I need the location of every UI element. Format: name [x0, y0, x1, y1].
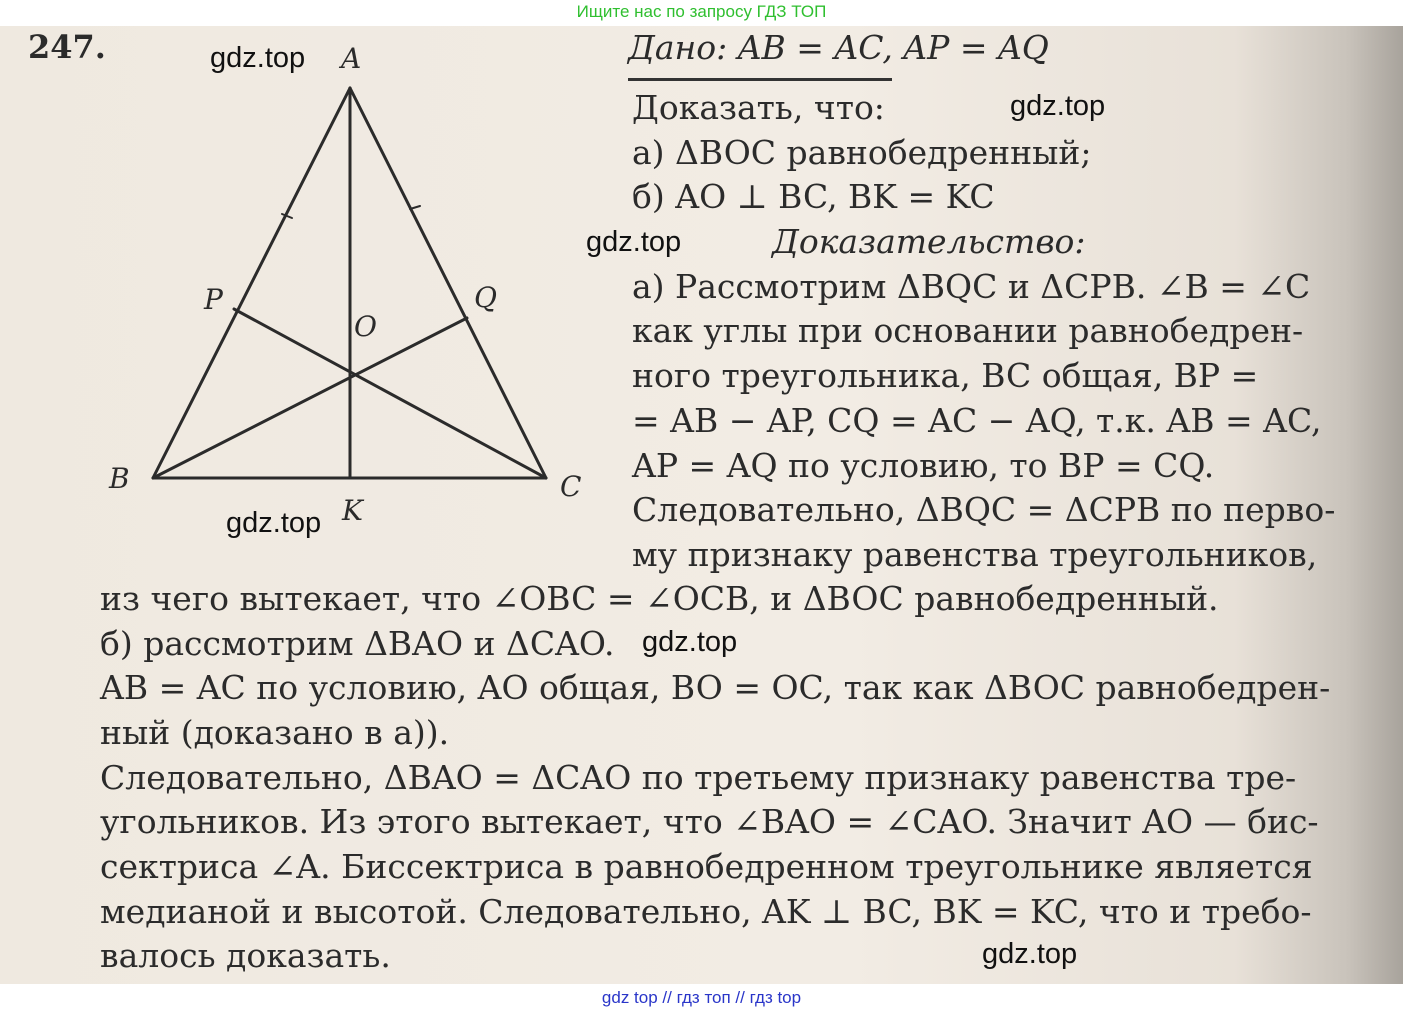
problem-number: 247.: [28, 28, 106, 66]
prove-item-a: а) ΔBOC равнобедренный;: [632, 133, 1092, 172]
given-text: Дано: AB = AC, AP = AQ: [628, 28, 1049, 67]
proof-line: из чего вытекает, что ∠OBC = ∠OCB, и ΔBOC равнобедренный.: [100, 579, 1219, 618]
label-a: A: [341, 42, 362, 75]
proof-line: му признаку равенства треугольников,: [632, 535, 1318, 574]
proof-line: б) рассмотрим ΔBAO и ΔCAO.: [100, 624, 615, 663]
given-underline: [628, 78, 892, 81]
proof-line: ный (доказано в а)).: [100, 713, 450, 752]
footer-links[interactable]: gdz top // гдз топ // гдз top: [601, 988, 802, 1007]
proof-line: AB = AC по условию, AO общая, BO = OC, так как ΔBOC равнобедрен-: [100, 668, 1331, 707]
proof-line: медианой и высотой. Следовательно, AK ⊥ BC, BK = KC, что и требо-: [100, 892, 1312, 931]
proof-line: Следовательно, ΔBAO = ΔCAO по третьему признаку равенства тре-: [100, 758, 1297, 797]
scanned-page: [0, 26, 1403, 984]
proof-line: ного треугольника, BC общая, BP =: [632, 356, 1259, 395]
label-c: C: [560, 470, 582, 503]
watermark: gdz.top: [586, 226, 682, 258]
watermark: gdz.top: [1010, 90, 1106, 122]
cevian-cp: [234, 309, 546, 478]
proof-heading: Доказательство:: [772, 222, 1086, 261]
label-o: O: [354, 310, 377, 343]
label-p: P: [204, 283, 223, 316]
watermark: gdz.top: [210, 42, 306, 74]
prove-heading: Доказать, что:: [632, 88, 885, 127]
top-banner: Ищите нас по запросу ГДЗ ТОП: [576, 2, 827, 21]
watermark: gdz.top: [642, 626, 738, 658]
proof-line: валось доказать.: [100, 936, 391, 975]
proof-line: Следовательно, ΔBQC = ΔCPB по перво-: [632, 490, 1336, 529]
prove-item-b: б) AO ⊥ BC, BK = KC: [632, 177, 995, 216]
label-k: K: [342, 494, 363, 527]
watermark: gdz.top: [226, 507, 322, 539]
proof-line: как углы при основании равнобедрен-: [632, 311, 1304, 350]
side-ac: [350, 88, 546, 478]
label-q: Q: [474, 281, 497, 314]
cevian-bq: [153, 318, 467, 478]
watermark: gdz.top: [982, 938, 1078, 970]
proof-line: AP = AQ по условию, то BP = CQ.: [632, 446, 1215, 485]
proof-line: а) Рассмотрим ΔBQC и ΔCPB. ∠B = ∠C: [632, 267, 1311, 306]
proof-line: угольников. Из этого вытекает, что ∠BAO = ∠CAO. Значит AO — бис-: [100, 802, 1319, 841]
proof-line: сектриса ∠A. Биссектриса в равнобедренном треугольнике является: [100, 847, 1313, 886]
side-ab: [153, 88, 350, 478]
label-b: B: [109, 462, 130, 495]
proof-line: = AB − AP, CQ = AC − AQ, т.к. AB = AC,: [632, 401, 1322, 440]
